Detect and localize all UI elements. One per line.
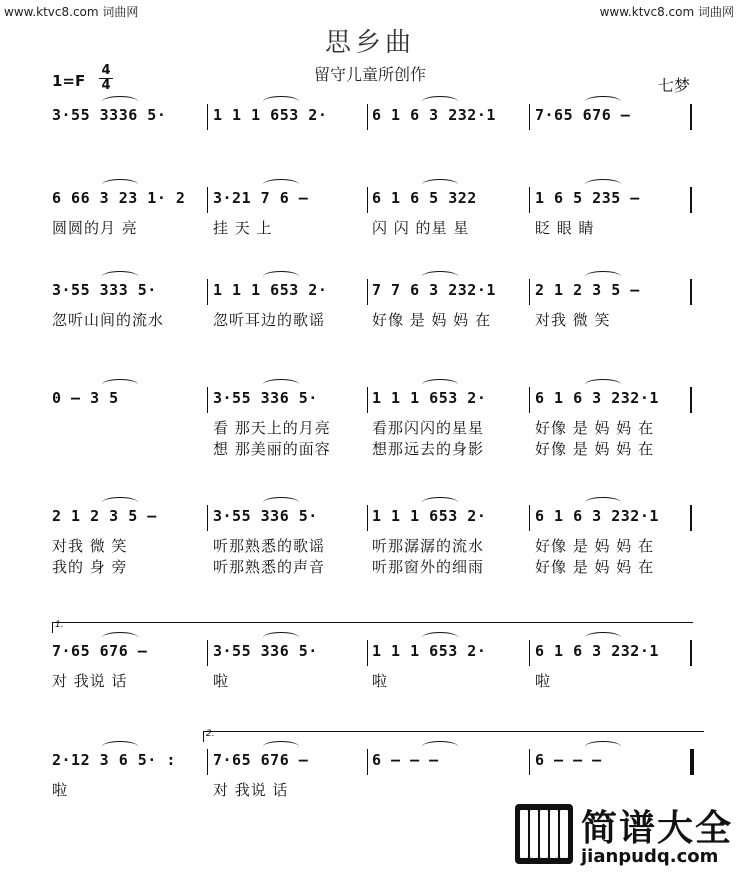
- slur-arc: [102, 271, 138, 282]
- lyric-line: 看 那天上的月亮: [213, 419, 331, 437]
- lyric-line: 对我 微 笑: [52, 537, 128, 555]
- barline: [207, 387, 208, 413]
- song-title: 思乡曲: [324, 28, 415, 58]
- slur-arc: [585, 96, 621, 107]
- measure-notes: 1 1 1 653 2·: [372, 642, 487, 660]
- slur-arc: [263, 497, 299, 508]
- measure-notes: 6 1 6 3 232·1: [535, 507, 659, 525]
- lyric-line: 对 我说 话: [52, 672, 128, 690]
- measure-notes: 2·12 3 6 5· :: [52, 751, 176, 769]
- slur-arc: [422, 497, 458, 508]
- lyric-line: 听那窗外的细雨: [372, 558, 485, 576]
- slur-arc: [102, 96, 138, 107]
- measure-notes: 7·65 676 –: [535, 106, 631, 124]
- measure-notes: 2 1 2 3 5 –: [52, 507, 157, 525]
- barline: [529, 104, 530, 130]
- barline: [529, 279, 530, 305]
- slur-arc: [102, 741, 138, 752]
- lyric-line: 啦: [213, 672, 230, 690]
- measure-notes: 2 1 2 3 5 –: [535, 281, 640, 299]
- measure-notes: 6 – – –: [372, 751, 439, 769]
- lyric-line: 好像 是 妈 妈 在: [372, 311, 492, 329]
- barline: [367, 505, 368, 531]
- measure-notes: 1 1 1 653 2·: [372, 507, 487, 525]
- barline: [690, 749, 694, 775]
- barline: [207, 505, 208, 531]
- lyric-line: 听那熟悉的歌谣: [213, 537, 326, 555]
- measure-notes: 6 1 6 3 232·1: [535, 642, 659, 660]
- measure-notes: 3·55 336 5·: [213, 389, 318, 407]
- barline: [690, 505, 692, 531]
- barline: [529, 187, 530, 213]
- slur-arc: [422, 741, 458, 752]
- composer: 七梦: [657, 76, 690, 95]
- measure-notes: 0 – 3 5: [52, 389, 119, 407]
- barline: [207, 749, 208, 775]
- measure-notes: 6 66 3 23 1· 2: [52, 189, 186, 207]
- measure-notes: 6 1 6 5 322: [372, 189, 477, 207]
- barline: [367, 749, 368, 775]
- slur-arc: [102, 179, 138, 190]
- measure-notes: 3·21 7 6 –: [213, 189, 309, 207]
- barline: [529, 640, 530, 666]
- time-signature-bottom: 4: [99, 78, 113, 93]
- measure-notes: 1 1 1 653 2·: [213, 281, 328, 299]
- barline: [690, 387, 692, 413]
- measure-notes: 7·65 676 –: [52, 642, 148, 660]
- time-signature-top: 4: [101, 63, 111, 78]
- source-watermark-left: www.ktvc8.com 词曲网: [4, 5, 139, 19]
- measure-notes: 1 1 1 653 2·: [213, 106, 328, 124]
- logo-url: jianpudq.com: [581, 846, 719, 867]
- barline: [207, 640, 208, 666]
- lyric-line: 忽听耳边的歌谣: [213, 311, 326, 329]
- measure-notes: 1 6 5 235 –: [535, 189, 640, 207]
- logo-name: 简谱大全: [581, 808, 734, 849]
- lyric-line: 听那潺潺的流水: [372, 537, 485, 555]
- lyric-line: 听那熟悉的声音: [213, 558, 326, 576]
- lyric-line: 圆圆的月 亮: [52, 219, 138, 237]
- measure-notes: 6 1 6 3 232·1: [535, 389, 659, 407]
- measure-notes: 7·65 676 –: [213, 751, 309, 769]
- lyric-line: 好像 是 妈 妈 在: [535, 537, 655, 555]
- lyric-line: 啦: [535, 672, 552, 690]
- lyric-line: 忽听山间的流水: [52, 311, 165, 329]
- measure-notes: 1 1 1 653 2·: [372, 389, 487, 407]
- slur-arc: [585, 379, 621, 390]
- barline: [367, 640, 368, 666]
- barline: [207, 279, 208, 305]
- lyric-line: 想 那美丽的面容: [213, 440, 331, 458]
- lyric-line: 看那闪闪的星星: [372, 419, 485, 437]
- measure-notes: 3·55 3336 5·: [52, 106, 167, 124]
- slur-arc: [102, 632, 138, 643]
- slur-arc: [585, 179, 621, 190]
- volta-label: 2.: [206, 729, 215, 739]
- slur-arc: [102, 497, 138, 508]
- barline: [367, 187, 368, 213]
- slur-arc: [263, 379, 299, 390]
- slur-arc: [263, 632, 299, 643]
- slur-arc: [585, 632, 621, 643]
- barline: [690, 279, 692, 305]
- lyric-line: 好像 是 妈 妈 在: [535, 419, 655, 437]
- barline: [690, 640, 692, 666]
- slur-arc: [585, 741, 621, 752]
- slur-arc: [263, 179, 299, 190]
- lyric-line: 我的 身 旁: [52, 558, 128, 576]
- time-signature: [99, 64, 113, 93]
- piano-keys-icon: [515, 804, 573, 864]
- measure-notes: 3·55 333 5·: [52, 281, 157, 299]
- lyric-line: 好像 是 妈 妈 在: [535, 558, 655, 576]
- lyric-line: 对 我说 话: [213, 781, 289, 799]
- lyric-line: 啦: [372, 672, 389, 690]
- lyric-line: 想那远去的身影: [372, 440, 485, 458]
- slur-arc: [263, 741, 299, 752]
- slur-arc: [263, 96, 299, 107]
- slur-arc: [422, 271, 458, 282]
- barline: [529, 387, 530, 413]
- volta-label: 1.: [55, 620, 64, 630]
- slur-arc: [585, 271, 621, 282]
- barline: [529, 505, 530, 531]
- lyric-line: 啦: [52, 781, 69, 799]
- barline: [690, 104, 692, 130]
- measure-notes: 6 – – –: [535, 751, 602, 769]
- barline: [529, 749, 530, 775]
- barline: [367, 104, 368, 130]
- slur-arc: [422, 96, 458, 107]
- measure-notes: 7 7 6 3 232·1: [372, 281, 496, 299]
- lyric-line: 眨 眼 睛: [535, 219, 595, 237]
- site-logo: [515, 800, 737, 872]
- lyric-line: 挂 天 上: [213, 219, 273, 237]
- barline: [690, 187, 692, 213]
- slur-arc: [422, 179, 458, 190]
- lyric-line: 好像 是 妈 妈 在: [535, 440, 655, 458]
- barline: [367, 387, 368, 413]
- slur-arc: [422, 379, 458, 390]
- barline: [207, 187, 208, 213]
- slur-arc: [102, 379, 138, 390]
- barline: [207, 104, 208, 130]
- measure-notes: 3·55 336 5·: [213, 507, 318, 525]
- measure-notes: 3·55 336 5·: [213, 642, 318, 660]
- measure-notes: 6 1 6 3 232·1: [372, 106, 496, 124]
- slur-arc: [422, 632, 458, 643]
- barline: [367, 279, 368, 305]
- source-watermark-right: www.ktvc8.com 词曲网: [599, 5, 734, 19]
- lyric-line: 闪 闪 的星 星: [372, 219, 470, 237]
- lyric-line: 对我 微 笑: [535, 311, 611, 329]
- song-subtitle: 留守儿童所创作: [313, 65, 426, 84]
- key-signature: 1=F: [52, 72, 86, 90]
- slur-arc: [585, 497, 621, 508]
- slur-arc: [263, 271, 299, 282]
